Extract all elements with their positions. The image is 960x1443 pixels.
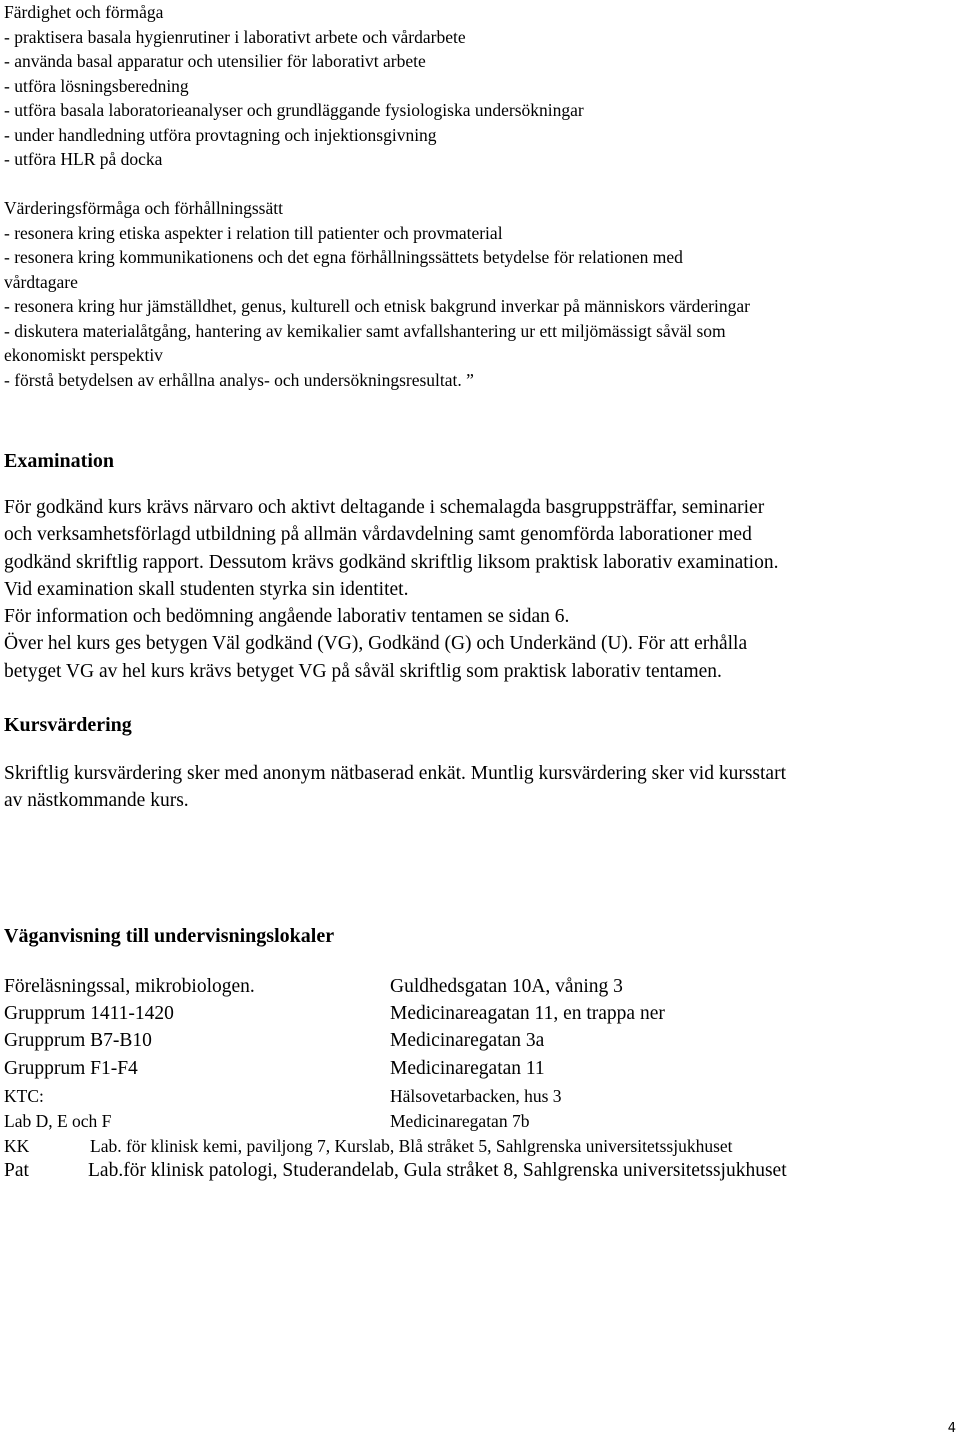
skills-item: - utföra basala laboratorieanalyser och grundläggande fysiologiska undersökningar — [4, 100, 584, 120]
room-name: Grupprum 1411-1420 — [4, 1003, 174, 1024]
examination-line: och verksamhetsförlagd utbildning på allmän vårdavdelning samt genomförda laborationer med — [4, 524, 752, 546]
examination-line: godkänd skriftlig rapport. Dessutom krävs godkänd skriftlig liksom praktisk laborativ examination. — [4, 551, 779, 573]
kk-text: Lab. för klinisk kemi, paviljong 7, Kurslab, Blå stråket 5, Sahlgrenska universitetssjukhuset — [90, 1136, 733, 1156]
values-line: - förstå betydelsen av erhållna analys- och undersökningsresultat. ” — [4, 369, 474, 390]
evaluation-line: Skriftlig kursvärdering sker med anonym nätbaserad enkät. Muntlig kursvärdering sker vid kursstart — [4, 763, 786, 784]
values-section — [4, 196, 750, 392]
pat-code: Pat — [4, 1160, 29, 1181]
room-name: Grupprum B7-B10 — [4, 1030, 152, 1051]
examination-line: För information och bedömning angående laborativ tentamen se sidan 6. — [4, 606, 570, 628]
room-name: Föreläsningssal, mikrobiologen. — [4, 976, 255, 997]
evaluation-line: av nästkommande kurs. — [4, 790, 189, 812]
skills-item: - under handledning utföra provtagning och injektionsgivning — [4, 124, 437, 145]
values-line: - resonera kring kommunikationens och det egna förhållningssättets betydelse för relationen med — [4, 247, 683, 267]
examination-body — [4, 494, 778, 685]
skills-heading: Färdighet och förmåga — [4, 2, 164, 22]
skills-section — [4, 0, 584, 172]
directions-heading: Väganvisning till undervisningslokaler — [4, 925, 335, 947]
evaluation-body — [4, 760, 786, 815]
directions-kk-row — [4, 1136, 29, 1157]
values-line: - resonera kring etiska aspekter i relation till patienter och provmaterial — [4, 222, 503, 243]
room-address: Guldhedsgatan 10A, våning 3 — [390, 976, 623, 997]
skills-item: - utföra lösningsberedning — [4, 75, 189, 96]
room-address: Medicinaregatan 3a — [390, 1030, 545, 1051]
values-line: ekonomiskt perspektiv — [4, 345, 163, 365]
values-line: - resonera kring hur jämställdhet, genus, kulturell och etnisk bakgrund inverkar på människors värderingar — [4, 296, 750, 316]
evaluation-heading: Kursvärdering — [4, 714, 132, 736]
examination-line: betyget VG av hel kurs krävs betyget VG på såväl skriftlig som praktisk laborativ tentamen. — [4, 660, 722, 682]
examination-line: För godkänd kurs krävs närvaro och aktivt deltagande i schemalagda basgruppsträffar, seminarier — [4, 497, 765, 518]
room-name: KTC: — [4, 1086, 44, 1106]
room-name: Lab D, E och F — [4, 1111, 112, 1131]
examination-heading: Examination — [4, 450, 115, 472]
room-address: Medicinareagatan 11, en trappa ner — [390, 1003, 665, 1024]
room-address: Medicinaregatan 11 — [390, 1058, 545, 1079]
skills-item: - utföra HLR på docka — [4, 149, 163, 169]
room-name: Grupprum F1-F4 — [4, 1058, 138, 1079]
pat-text: Lab.för klinisk patologi, Studerandelab, Gula stråket 8, Sahlgrenska universitetssjukhuset — [88, 1160, 787, 1181]
examination-line: Vid examination skall studenten styrka sin identitet. — [4, 578, 409, 600]
values-line: vårdtagare — [4, 271, 78, 292]
room-address: Hälsovetarbacken, hus 3 — [390, 1086, 562, 1106]
skills-item: - praktisera basala hygienrutiner i laborativt arbete och vårdarbete — [4, 26, 466, 47]
skills-item: - använda basal apparatur och utensilier för laborativt arbete — [4, 51, 426, 71]
values-line: - diskutera materialåtgång, hantering av kemikalier samt avfallshantering ur ett miljömässigt såväl som — [4, 320, 726, 341]
directions-pat-row — [4, 1160, 29, 1182]
room-address: Medicinaregatan 7b — [390, 1111, 530, 1131]
examination-line: Över hel kurs ges betygen Väl godkänd (VG), Godkänd (G) och Underkänd (U). För att erhålla — [4, 633, 748, 655]
page-number: 4 — [947, 1421, 956, 1436]
kk-code: KK — [4, 1136, 30, 1156]
values-heading: Värderingsförmåga och förhållningssätt — [4, 198, 283, 218]
